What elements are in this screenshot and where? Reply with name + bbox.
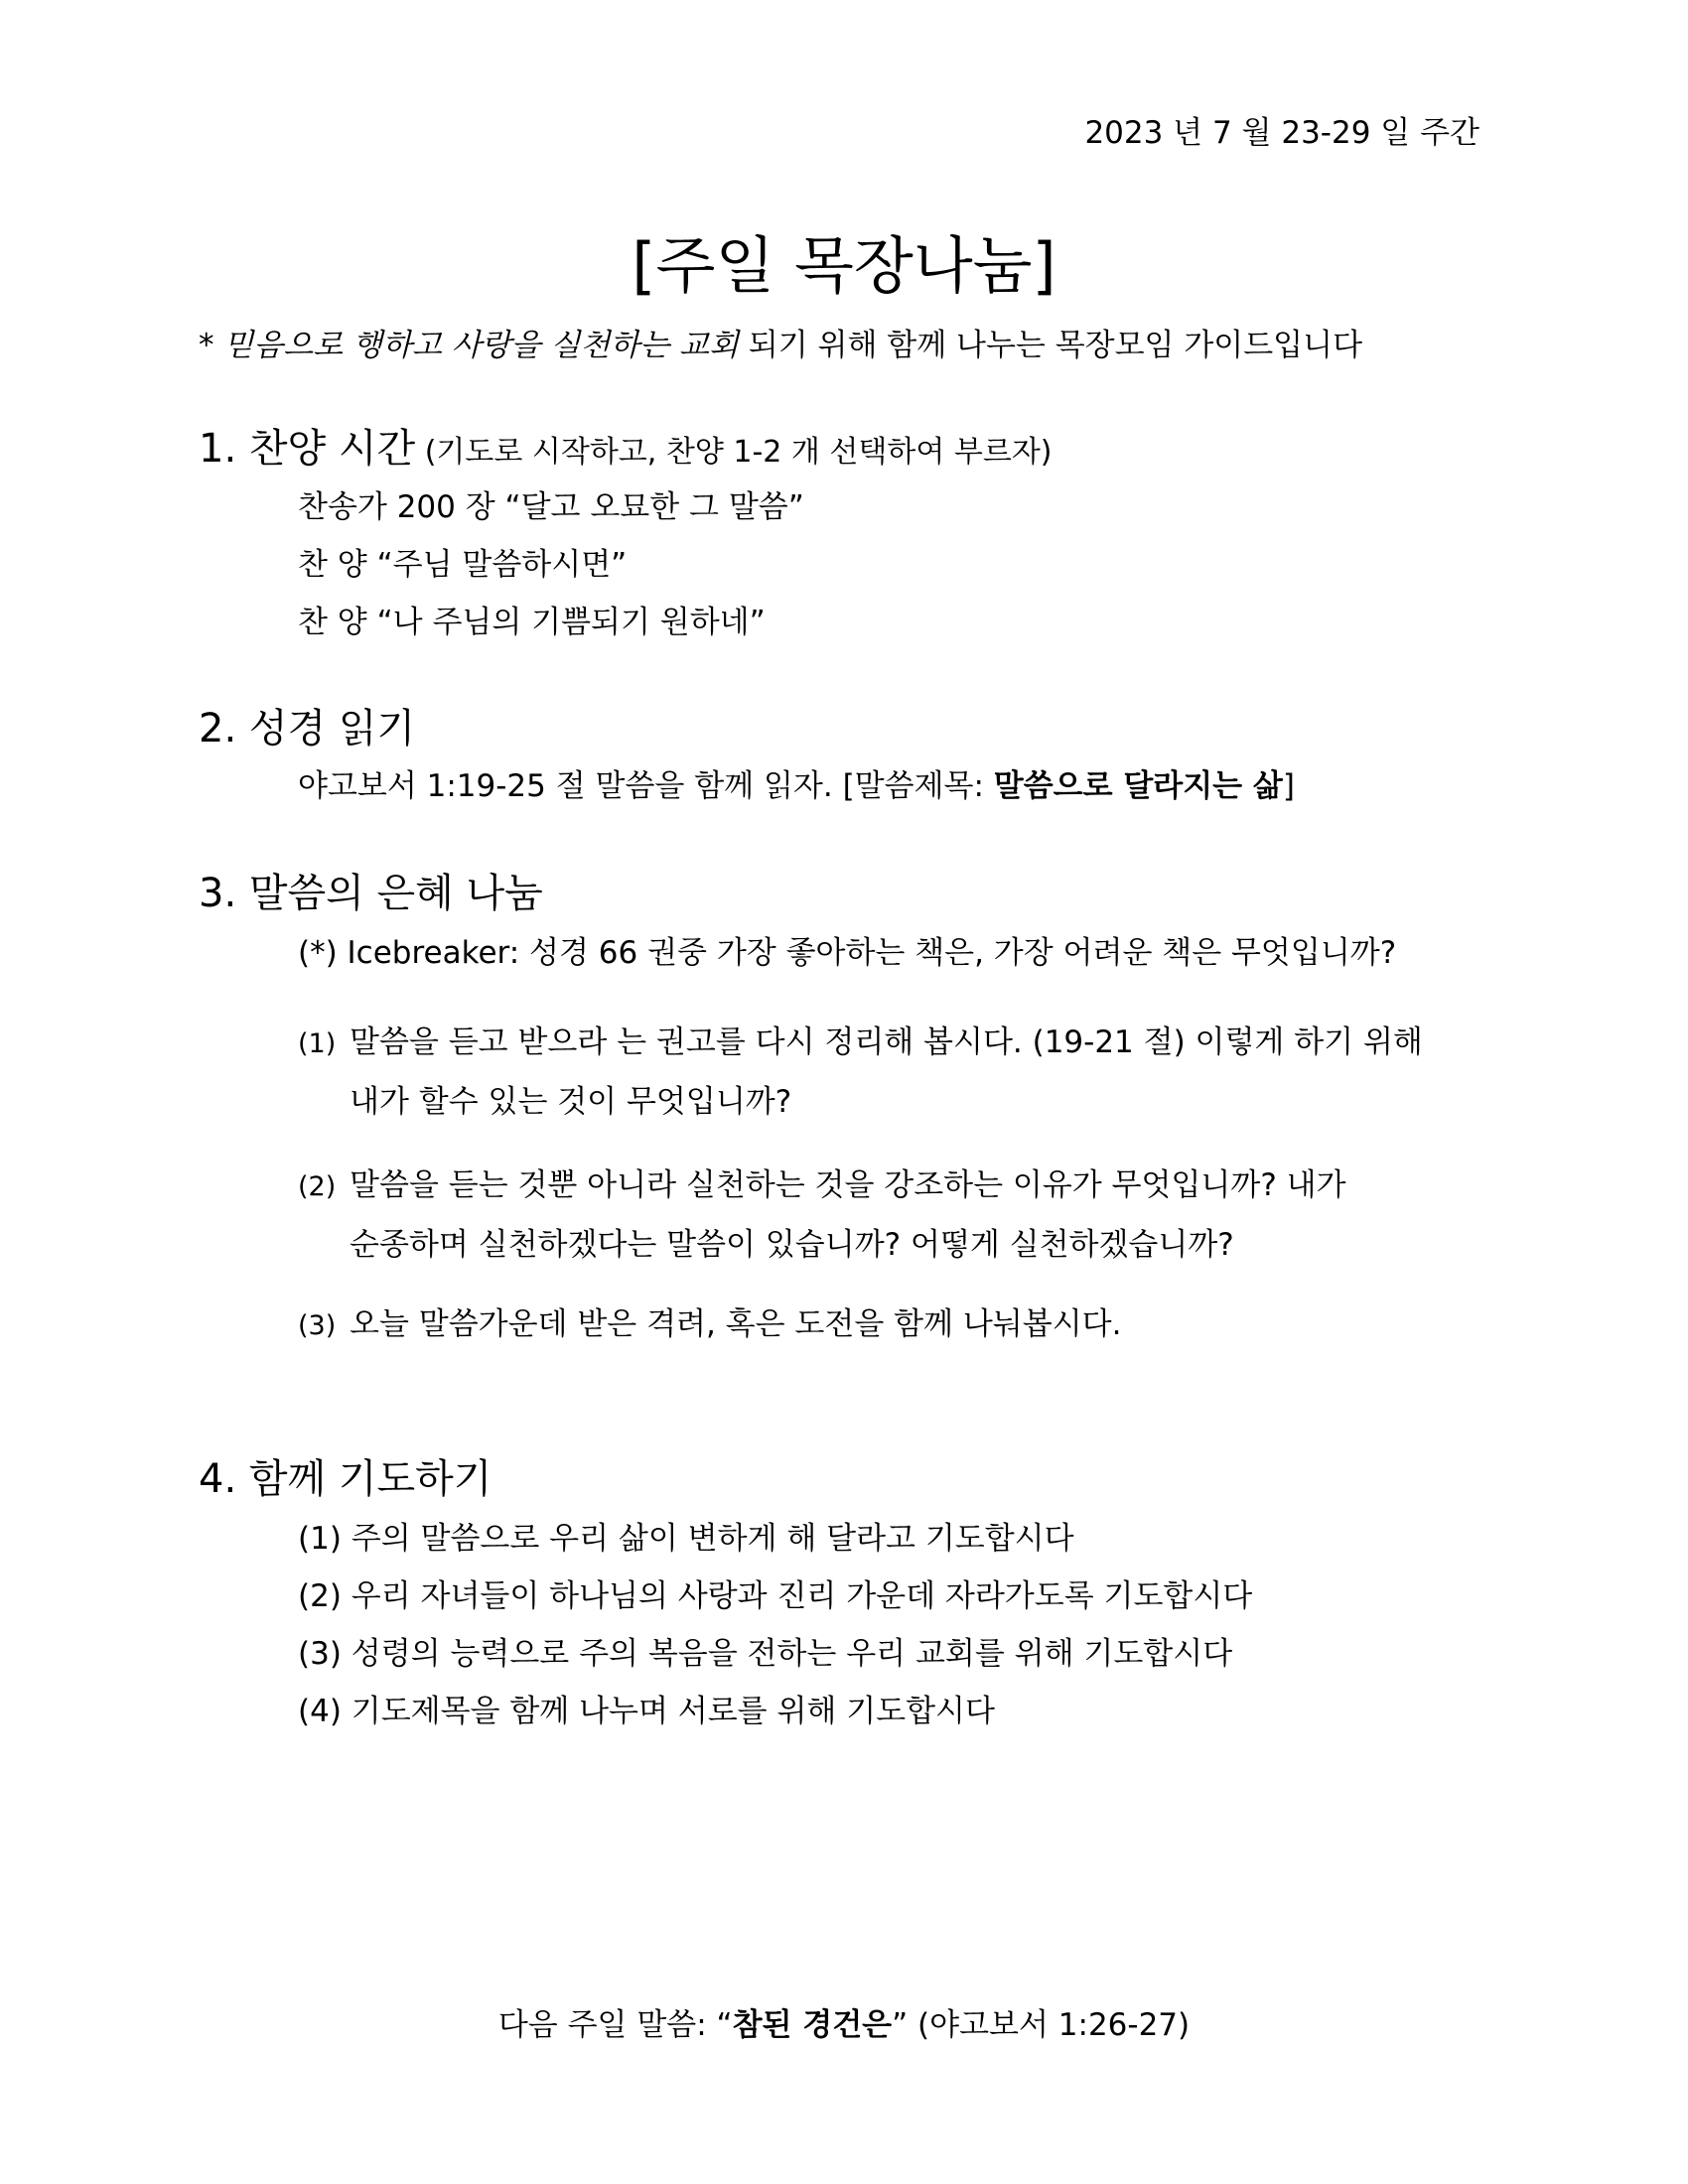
question-1 xyxy=(298,1017,1423,1061)
page-title: [주일 목장나눔] xyxy=(632,229,1056,302)
question-3 xyxy=(298,1298,1121,1343)
section-heading-text: 1. 찬양 시간 xyxy=(199,426,416,472)
section-reading-heading: 2. 성경 읽기 xyxy=(199,706,416,751)
prayer-item: (4) 기도제목을 함께 나누며 서로를 위해 기도합시다 xyxy=(298,1694,995,1729)
sermon-title: 말씀으로 달라지는 삶 xyxy=(993,768,1283,804)
question-number: (2) xyxy=(298,1171,337,1202)
next-suffix: ” (야고보서 1:26-27) xyxy=(892,2007,1191,2043)
question-2-continued: 순종하며 실천하겠다는 말씀이 있습니까? 어떻게 실천하겠습니까? xyxy=(350,1227,1234,1263)
question-1-continued: 내가 할수 있는 것이 무엇입니까? xyxy=(350,1084,792,1120)
section-praise-heading xyxy=(199,417,1053,474)
song-item: 찬송가 200 장 “달고 오묘한 그 말씀” xyxy=(298,489,804,525)
question-text: 오늘 말씀가운데 받은 격려, 혹은 도전을 함께 나눠봅시다. xyxy=(350,1306,1122,1342)
intro-rest: 되기 위해 함께 나누는 목장모임 가이드입니다 xyxy=(738,328,1363,363)
next-week-sermon xyxy=(0,1999,1688,2044)
section-note: (기도로 시작하고, 찬양 1-2 개 선택하여 부르자) xyxy=(415,435,1053,470)
intro-italic: 믿음으로 행하고 사랑을 실천하는 교회 xyxy=(223,328,739,363)
prayer-item: (1) 주의 말씀으로 우리 삶이 변하게 해 달라고 기도합시다 xyxy=(298,1521,1074,1557)
intro-line xyxy=(199,320,1362,364)
section-prayer-heading: 4. 함께 기도하기 xyxy=(199,1456,492,1502)
next-prefix: 다음 주일 말씀: “ xyxy=(497,2007,733,2043)
song-item: 찬 양 “주님 말씀하시면” xyxy=(298,547,628,583)
section-sharing-heading: 3. 말씀의 은혜 나눔 xyxy=(199,871,543,916)
song-item: 찬 양 “나 주님의 기쁨되기 원하네” xyxy=(298,605,766,640)
reading-close: ] xyxy=(1282,768,1295,804)
question-number: (3) xyxy=(298,1310,337,1341)
question-2 xyxy=(298,1160,1346,1204)
question-text: 말씀을 듣는 것뿐 아니라 실천하는 것을 강조하는 이유가 무엇입니까? 내가 xyxy=(350,1167,1346,1203)
question-number: (1) xyxy=(298,1028,337,1059)
icebreaker-question: (*) Icebreaker: 성경 66 권중 가장 좋아하는 책은, 가장 어려운 책은 무엇입니까? xyxy=(298,935,1397,971)
prayer-item: (3) 성령의 능력으로 주의 복음을 전하는 우리 교회를 위해 기도합시다 xyxy=(298,1636,1233,1672)
prayer-item: (2) 우리 자녀들이 하나님의 사랑과 진리 가운데 자라가도록 기도합시다 xyxy=(298,1578,1253,1614)
reading-passage: 야고보서 1:19-25 절 말씀을 함께 읽자. [말씀제목: xyxy=(298,768,994,804)
week-date: 2023 년 7 월 23-29 일 주간 xyxy=(1084,115,1479,151)
question-text: 말씀을 듣고 받으라 는 권고를 다시 정리해 봅시다. (19-21 절) 이렇게 하기 위해 xyxy=(350,1024,1423,1060)
intro-prefix: * xyxy=(199,328,224,363)
next-title: 참된 경건은 xyxy=(732,2007,893,2043)
reading-text xyxy=(298,760,1295,805)
